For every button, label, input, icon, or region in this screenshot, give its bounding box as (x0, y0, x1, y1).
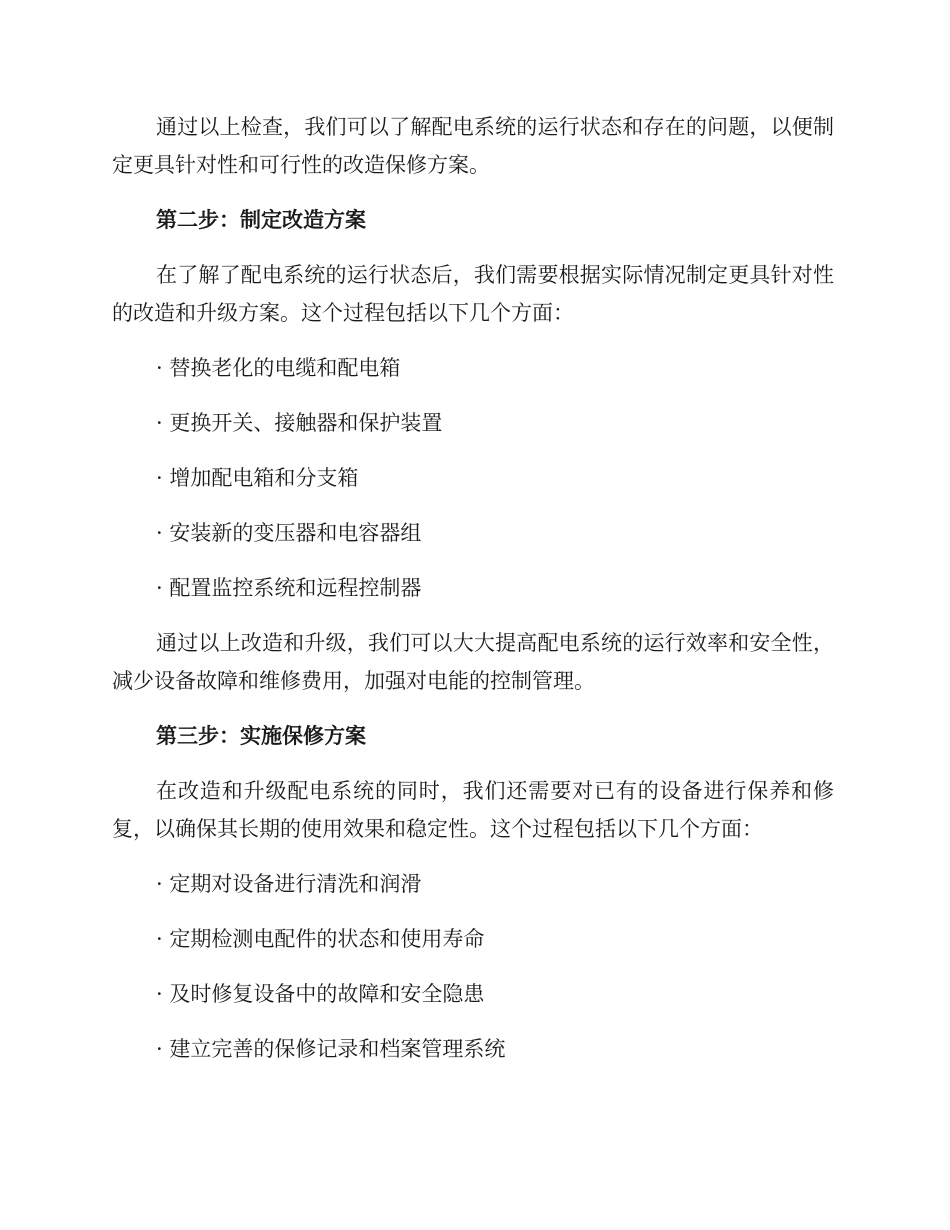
paragraph-inspection-summary: 通过以上检查，我们可以了解配电系统的运行状态和存在的问题，以便制定更具针对性和可行性的改造保修方案。 (112, 115, 834, 177)
list-item-records: · 建立完善的保修记录和档案管理系统 (156, 1037, 506, 1061)
list-item-cleaning: · 定期对设备进行清洗和润滑 (156, 872, 422, 896)
list-item-replace-switches: · 更换开关、接触器和保护装置 (156, 411, 443, 435)
paragraph-upgrade-benefits: 通过以上改造和升级，我们可以大大提高配电系统的运行效率和安全性，减少设备故障和维修费用，加强对电能的控制管理。 (112, 631, 834, 693)
heading-step-two: 第二步：制定改造方案 (156, 208, 366, 232)
list-item-repair: · 及时修复设备中的故障和安全隐患 (156, 982, 485, 1006)
paragraph-step-three-intro: 在改造和升级配电系统的同时，我们还需要对已有的设备进行保养和修复，以确保其长期的使用效果和稳定性。这个过程包括以下几个方面： (112, 779, 834, 841)
list-item-replace-cables: · 替换老化的电缆和配电箱 (156, 356, 401, 380)
list-item-install-transformers: · 安装新的变压器和电容器组 (156, 521, 422, 545)
list-item-monitoring-system: · 配置监控系统和远程控制器 (156, 576, 422, 600)
document-page (112, 108, 834, 1068)
list-item-inspection: · 定期检测电配件的状态和使用寿命 (156, 927, 485, 951)
heading-step-three: 第三步：实施保修方案 (156, 724, 366, 748)
paragraph-step-two-intro: 在了解了配电系统的运行状态后，我们需要根据实际情况制定更具针对性的改造和升级方案。这个过程包括以下几个方面： (112, 263, 834, 325)
list-item-add-boxes: · 增加配电箱和分支箱 (156, 466, 359, 490)
